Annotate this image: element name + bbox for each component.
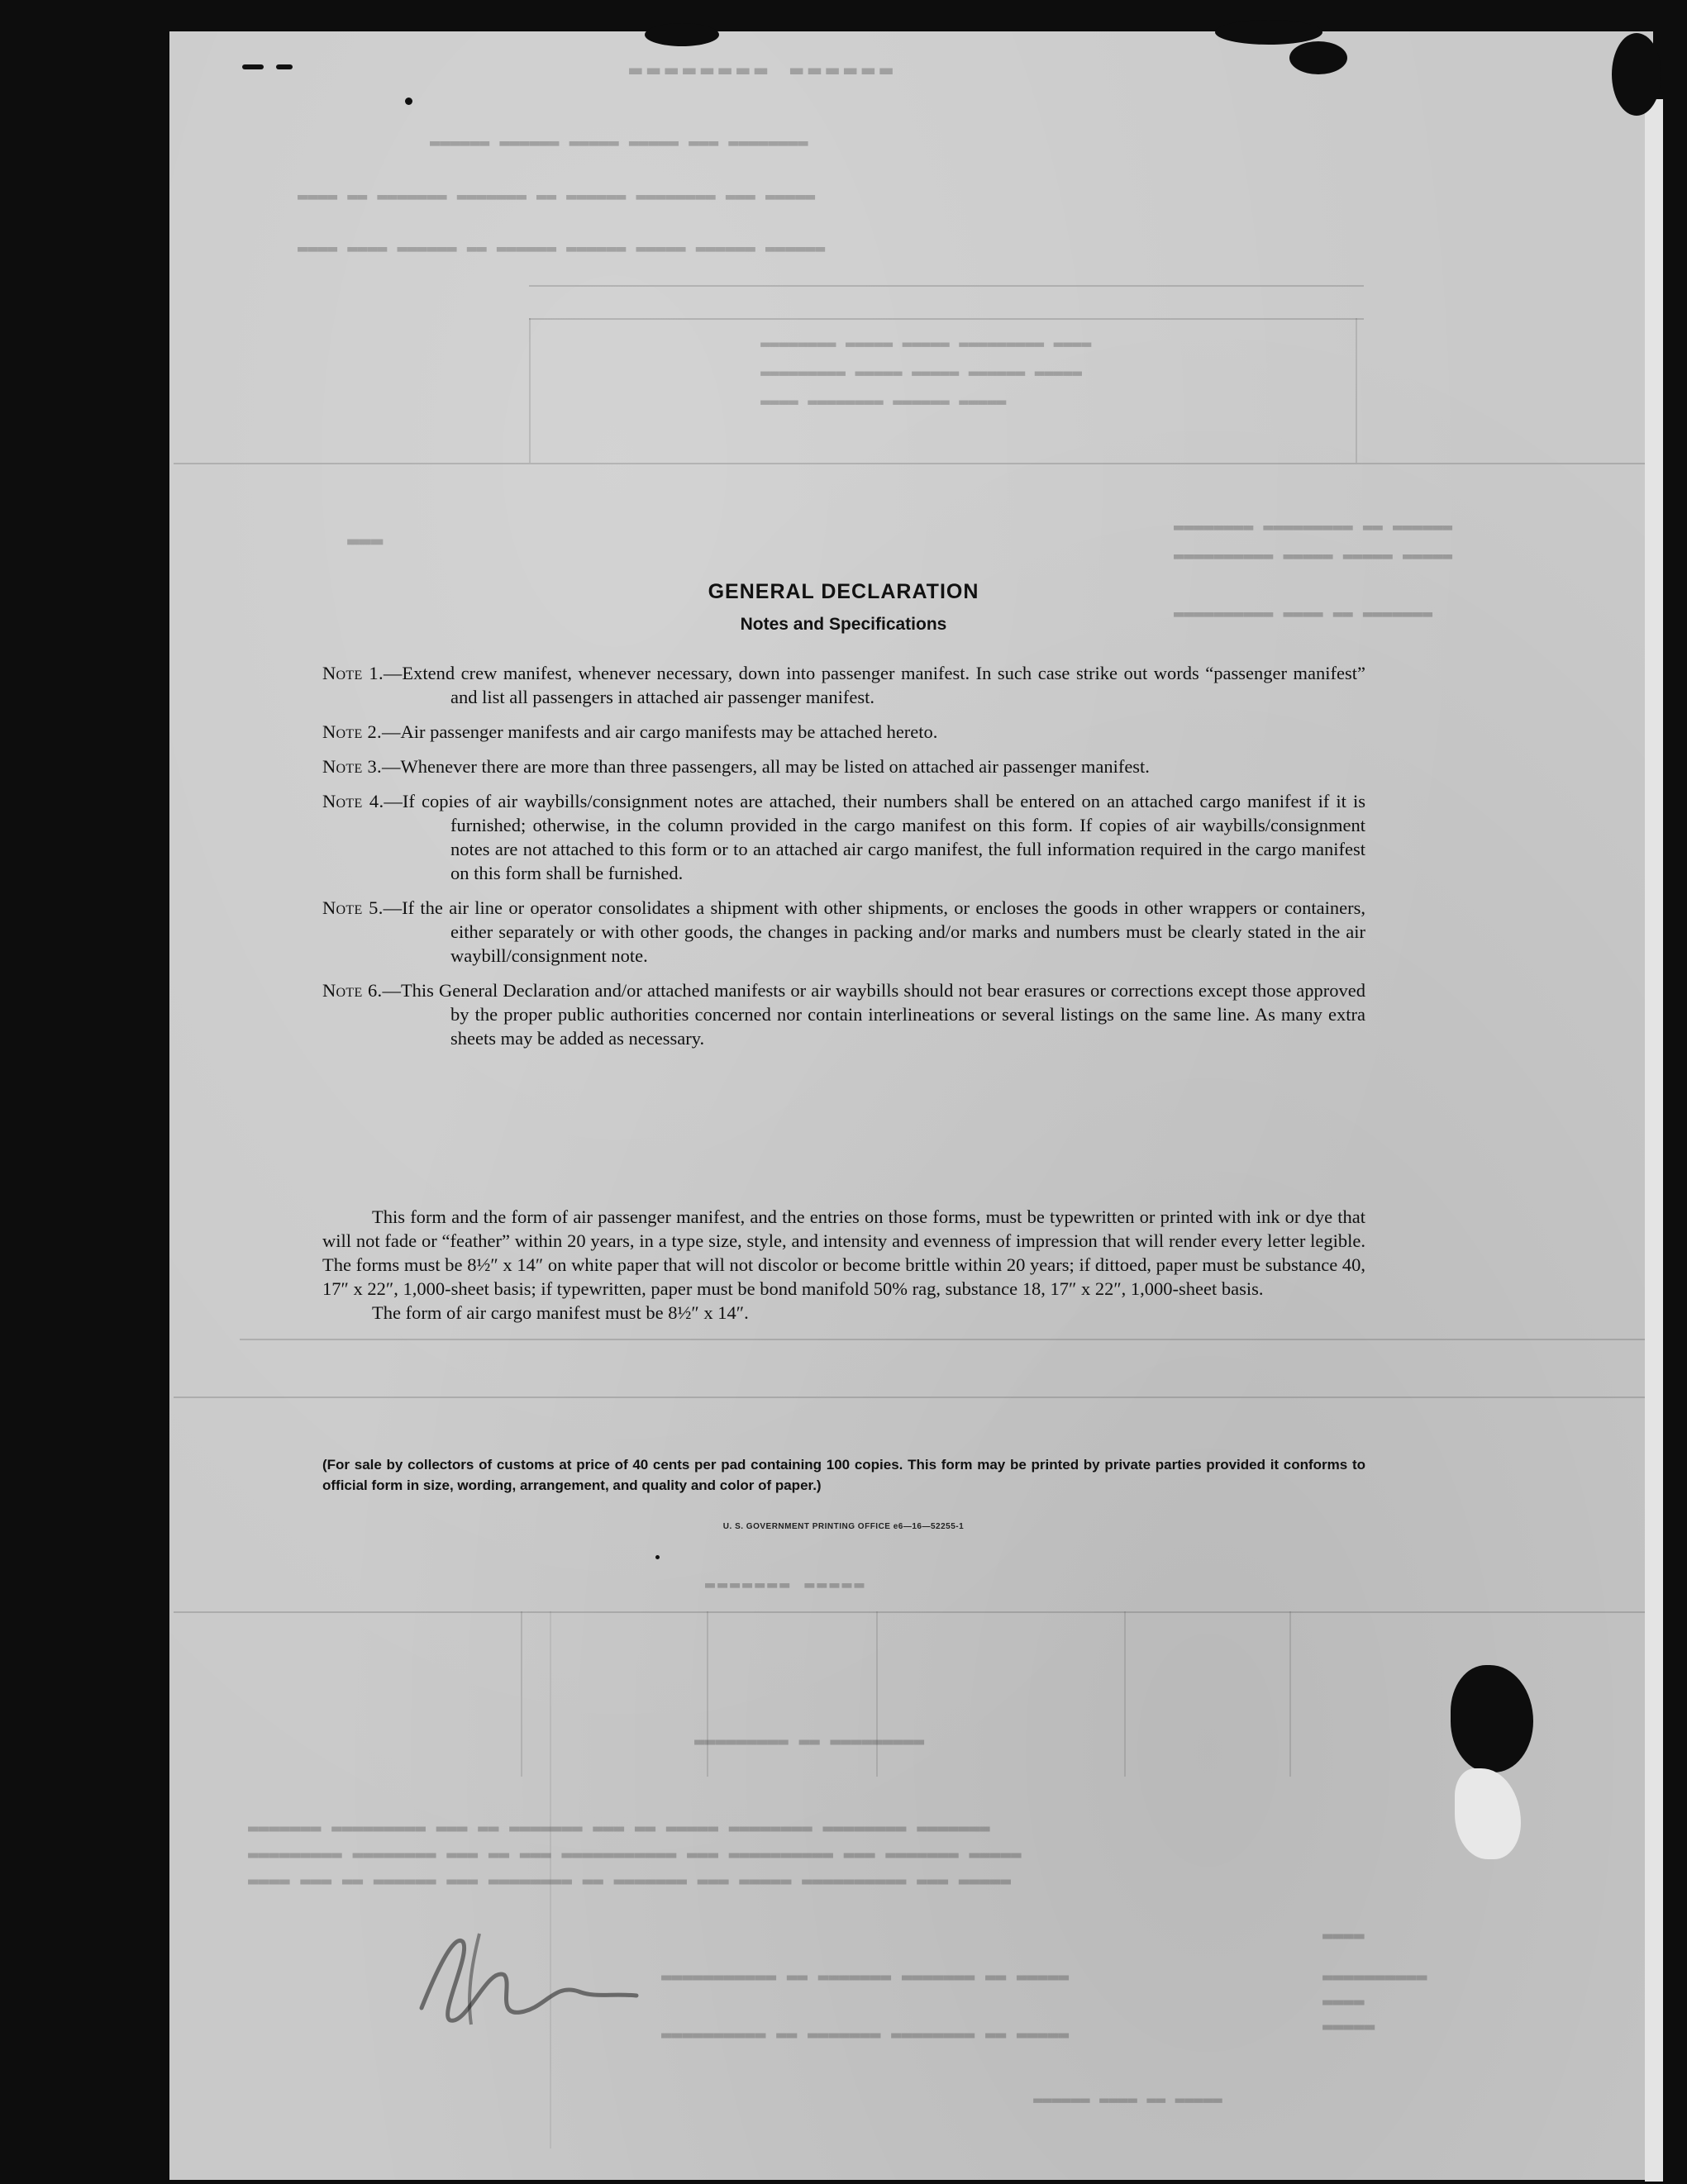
note-text: —This General Declaration and/or attached manifests or air waybills should not bear erasures or corrections except those approved by the proper public authorities concerned nor contain interlineations or several listings on the same line. As many extra sheets may be added as necessary. [382,980,1366,1049]
note-5 [322,896,1365,968]
bleed-through: ▬▬▬▬▬ ▬▬▬▬▬▬ ▬▬▬▬▬ ▬▬▬▬▬ ▬▬▬▬▬▬▬▬▬ [760,364,1082,382]
note-text: —Whenever there are more than three passengers, all may be listed on attached air passenger manifest. [381,756,1150,777]
bleed-through: ▬▬▬▬▬▬▬▬▬ ▬▬ ▬▬▬▬▬▬▬▬▬ [694,1731,925,1751]
page-subtitle: Notes and Specifications [740,615,947,634]
punch-hole [1451,1665,1533,1772]
paper-specs: This form and the form of air passenger manifest, and the entries on those forms, must be typewritten or printed with ink or dye that will not fade or “feather” within 20 years, in a type size, style, and intensity and evenness of impression that will render every letter legible. The forms must be 8½″ x 14″ on white paper that will not discolor or become brittle within 20 years; if dittoed, paper must be substance 40, 17″ x 22″, 1,000-sheet basis; if typewritten, paper must be bond manifold 50% rag, substance 18, 17″ x 22″, 1,000-sheet basis. [322,1206,1365,1299]
bleed-through-rule [174,463,1645,464]
printer-line: U. S. GOVERNMENT PRINTING OFFICE e6—16—52255-1 [722,1522,965,1531]
bleed-through: ▬▬▬▬ [1322,1925,1365,1945]
bleed-through-rule [876,1611,878,1777]
bleed-through: ▬▬▬▬▬▬ ▬▬▬▬▬▬▬▬ [624,58,893,83]
bleed-through-rule [550,1611,551,2148]
bleed-through: ▬▬▬▬▬▬▬▬▬▬ [1322,1967,1427,1987]
bleed-through-rule [174,1611,1645,1613]
signature-bleed-through [388,1917,653,2033]
note-text: —Air passenger manifests and air cargo manifests may be attached hereto. [381,721,938,742]
bleed-through-rule [1124,1611,1126,1777]
notes-list [322,661,1365,1061]
cargo-manifest-spec: The form of air cargo manifest must be 8½″ x 14″. [372,1302,749,1323]
bleed-through-rule [240,1339,1645,1340]
note-label: Note 1. [322,663,384,683]
sale-notice: (For sale by collectors of customs at price of 40 cents per pad containing 100 copies. This form may be printed by private parties provided it conforms to official form in size, wording, arrangement, and quality and color of paper.) [322,1457,1365,1493]
note-label: Note 5. [322,897,384,918]
bleed-through-rule [521,1611,522,1777]
bleed-through-rule [529,318,531,463]
bleed-through: ▬▬▬▬▬ ▬▬▬▬▬▬▬ [703,1574,865,1594]
note-text: —If the air line or operator consolidates a shipment with other shipments, or encloses the goods in other wrappers or containers, either separately or with other goods, the changes in packing and/or marks and numbers must be clearly stated in the air waybill/consignment note. [383,897,1365,966]
bleed-through: ▬▬▬▬▬ [1322,2016,1375,2036]
note-label: Note 3. [322,756,382,777]
bleed-through-rule [174,1397,1645,1398]
torn-edge [645,23,719,46]
note-text: —Extend crew manifest, whenever necessary, down into passenger manifest. In such case strike out words “passenger manifest” and list all passengers in attached air passenger manifest. [383,663,1366,707]
bleed-through-rule [529,318,1364,320]
bleed-through: ▬▬▬▬▬▬▬ ▬▬▬▬▬▬▬▬ ▬▬▬▬▬▬▬▬ ▬▬▬▬▬ ▬▬ ▬▬▬ ▬▬▬▬▬▬▬ ▬▬ ▬▬▬ ▬▬▬▬▬▬▬▬▬ ▬▬▬▬▬▬▬ [248,1818,990,1838]
note-6 [322,978,1365,1050]
ink-speck [276,64,293,69]
bleed-through: ▬▬▬▬▬ ▬▬▬ ▬▬▬▬▬▬▬▬ ▬▬▬▬▬▬ ▬▬ ▬▬▬▬▬▬▬ ▬▬▬▬▬▬▬ ▬▬ ▬▬▬▬ [298,186,816,206]
page-title: GENERAL DECLARATION [708,580,979,603]
bleed-through: ▬▬▬▬▬▬ ▬▬ ▬▬▬▬▬▬▬▬▬ ▬▬▬▬▬▬▬▬ [1174,516,1453,536]
bleed-through: ▬▬▬▬▬ ▬▬▬▬▬▬▬ ▬▬▬ ▬▬▬▬▬▬▬▬▬▬ ▬▬▬ ▬▬▬▬▬▬▬▬▬▬▬ ▬▬▬ ▬▬ ▬▬▬ ▬▬▬▬▬▬▬▬ ▬▬▬▬▬▬▬▬▬ [248,1844,1022,1864]
bleed-through: ▬▬▬▬▬ ▬▬▬ ▬▬▬▬▬▬▬▬▬▬ ▬▬▬▬▬ ▬▬▬ ▬▬▬▬▬▬▬ ▬▬ ▬▬▬▬▬▬▬▬ ▬▬▬ ▬▬▬▬▬▬ ▬▬ ▬▬▬ ▬▬▬▬ [248,1871,1011,1891]
ink-speck [242,64,264,69]
note-2 [322,720,1365,744]
bleed-through: ▬▬▬ [347,529,384,552]
note-label: Note 6. [322,980,383,1001]
ink-speck [405,98,412,105]
bleed-through: ▬▬▬▬▬ ▬▬▬▬▬ ▬▬▬▬▬ ▬▬▬▬▬▬▬▬▬▬ [1174,545,1453,565]
note-text: —If copies of air waybills/consignment notes are attached, their numbers shall be entered on an attached cargo manifest if it is furnished; otherwise, in the column provided in the cargo manifest on this form. If copies of air waybills/consignment notes are not attached to this form or to an attached air cargo manifest, the full information required in the cargo manifest on this form shall be furnished. [384,791,1365,883]
bleed-through: ▬▬▬▬ [1322,1991,1365,2011]
torn-edge [1215,20,1322,45]
bleed-through: ▬▬▬▬▬ ▬▬ ▬▬▬▬ ▬▬▬▬▬▬ [1033,2091,1222,2109]
specifications-paragraph [322,1205,1365,1325]
bleed-through: ▬▬▬▬▬ ▬▬ ▬▬▬▬▬▬▬▬ ▬▬▬▬▬▬▬ ▬▬ ▬▬▬▬▬▬▬▬▬▬ [661,2025,1070,2044]
bleed-through-rule [707,1611,708,1777]
note-4 [322,789,1365,885]
note-label: Note 4. [322,791,384,811]
bleed-through: ▬▬▬▬ ▬▬▬▬▬▬▬▬▬ ▬▬▬▬▬ ▬▬▬▬▬ ▬▬▬▬▬▬▬▬ [760,335,1092,353]
bleed-through: ▬▬▬▬▬▬▬▬ ▬▬▬ ▬▬▬▬▬ ▬▬▬▬▬ ▬▬▬▬▬▬ ▬▬▬▬▬▬ [430,132,808,152]
bleed-through-rule [529,285,1364,287]
page-edge [1645,99,1663,2182]
bleed-through-rule [1356,318,1357,463]
bleed-through-rule [1289,1611,1291,1777]
ink-speck [655,1555,660,1559]
torn-edge [1612,33,1661,116]
bleed-through: ▬▬▬▬▬▬ ▬▬▬▬▬▬ ▬▬▬▬▬ ▬▬▬▬▬▬ ▬▬▬▬▬▬ ▬▬ ▬▬▬▬▬▬ ▬▬▬▬ ▬▬▬▬ [298,238,826,258]
torn-edge [1289,41,1347,74]
bleed-through: ▬▬▬▬▬ ▬▬▬▬▬▬ ▬▬▬▬▬▬▬▬ ▬▬▬▬ [760,393,1007,411]
note-3 [322,754,1365,778]
note-label: Note 2. [322,721,382,742]
bleed-through: ▬▬▬▬▬▬▬ ▬▬ ▬▬▬▬ ▬▬▬▬▬▬▬▬▬▬ [1174,603,1433,623]
note-1 [322,661,1365,709]
bleed-through: ▬▬▬▬▬ ▬▬ ▬▬▬▬▬▬▬ ▬▬▬▬▬▬▬ ▬▬ ▬▬▬▬▬▬▬▬▬▬▬ [661,1967,1070,1987]
